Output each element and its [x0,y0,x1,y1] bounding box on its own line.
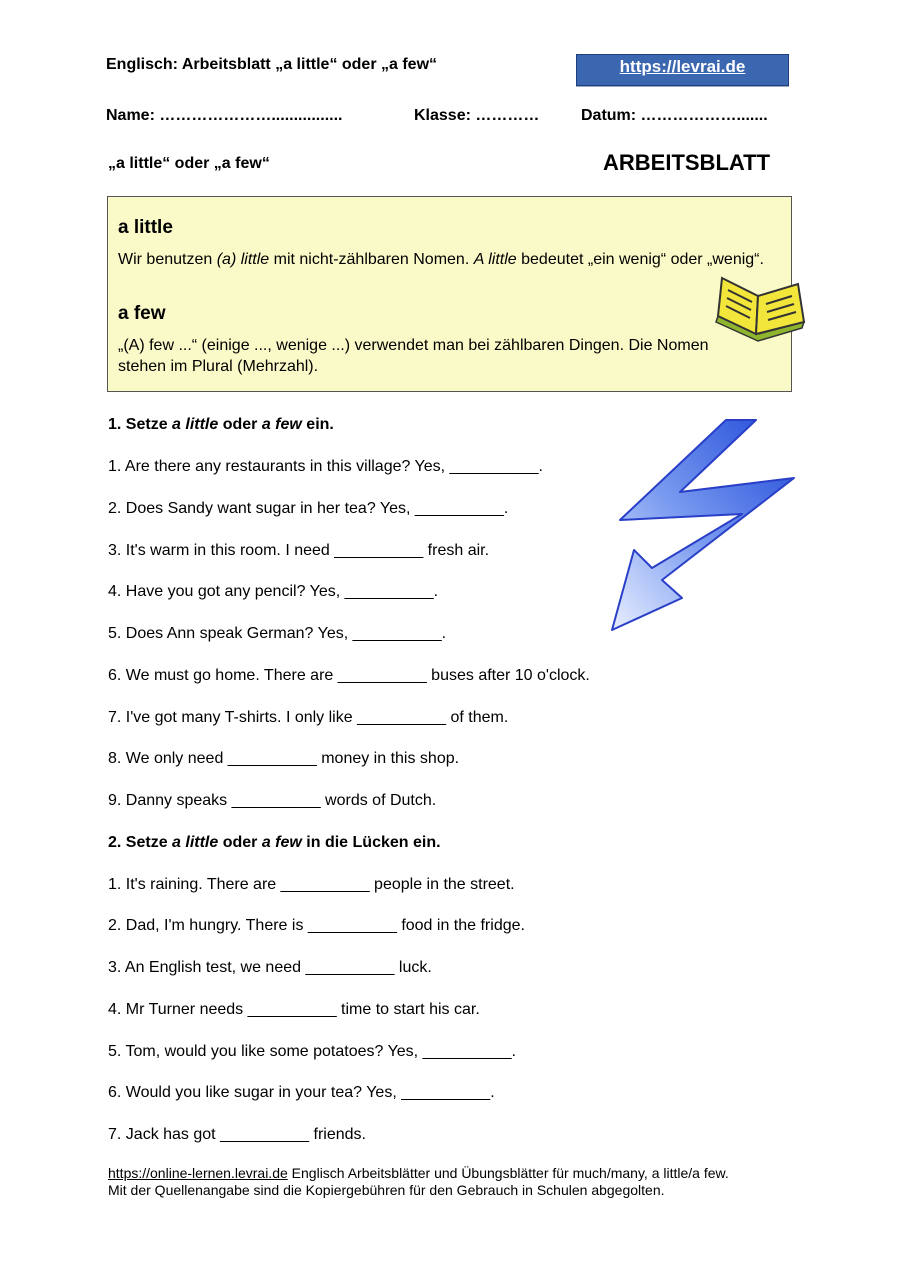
little-heading: a little [118,217,173,238]
site-link[interactable]: https://levrai.de [619,57,746,76]
exercise2-item: 2. Dad, I'm hungry. There is __________ food in the fridge. [108,917,525,934]
grammar-info-box [107,196,792,392]
exercise2-heading: 2. Setze a little oder a few in die Lücken ein. [108,834,441,851]
open-book-icon [714,266,808,342]
lightning-arrow-icon [606,416,796,634]
exercise1-item: 3. It's warm in this room. I need __________ fresh air. [108,542,490,559]
exercise2-item: 4. Mr Turner needs __________ time to start his car. [108,1001,480,1018]
exercise2-item: 1. It's raining. There are __________ people in the street. [108,876,515,893]
exercise1-item: 1. Are there any restaurants in this village? Yes, __________. [108,458,543,475]
few-heading: a few [118,303,166,324]
exercise1-heading: 1. Setze a little oder a few ein. [108,416,334,433]
exercise1-item: 6. We must go home. There are __________ buses after 10 o'clock. [108,667,590,684]
footer [108,1165,729,1199]
exercise1-item: 2. Does Sandy want sugar in her tea? Yes, __________. [108,500,509,517]
footer-line2: Mit der Quellenangabe sind die Kopiergebühren für den Gebrauch in Schulen abgegolten. [108,1182,665,1198]
class-field: Klasse: ………… [414,107,540,124]
exercise1-item: 8. We only need __________ money in this shop. [108,750,460,767]
exercise1-item: 5. Does Ann speak German? Yes, __________. [108,625,447,642]
worksheet-label: ARBEITSBLATT [603,150,771,175]
exercise2-item: 3. An English test, we need __________ luck. [108,959,432,976]
exercise2-item: 5. Tom, would you like some potatoes? Yes, __________. [108,1043,516,1060]
few-explanation: „(A) few ...“ (einige ..., wenige ...) verwendet man bei zählbaren Dingen. Die Nomen stehen im Plural (Mehrzahl). [118,337,709,375]
date-field: Datum: ………………....... [581,107,768,124]
exercise1-item: 4. Have you got any pencil? Yes, __________. [108,583,439,600]
exercise1-item: 7. I've got many T-shirts. I only like __________ of them. [108,709,509,726]
topic-heading: „a little“ oder „a few“ [108,155,270,172]
exercise1-item: 9. Danny speaks __________ words of Dutch. [108,792,437,809]
name-field: Name: …………………................ [106,107,343,124]
footer-line1: Englisch Arbeitsblätter und Übungsblätter für much/many, a little/a few. [287,1165,729,1181]
worksheet-title: Englisch: Arbeitsblatt „a little“ oder „a few“ [106,56,438,73]
footer-link[interactable]: https://online-lernen.levrai.de [108,1165,288,1181]
site-link-box[interactable] [576,54,789,86]
exercise2-item: 6. Would you like sugar in your tea? Yes, __________. [108,1084,495,1101]
little-explanation: Wir benutzen (a) little mit nicht-zählbaren Nomen. A little bedeutet „ein wenig“ oder „wenig“. [118,251,764,268]
exercise2-item: 7. Jack has got __________ friends. [108,1126,366,1143]
